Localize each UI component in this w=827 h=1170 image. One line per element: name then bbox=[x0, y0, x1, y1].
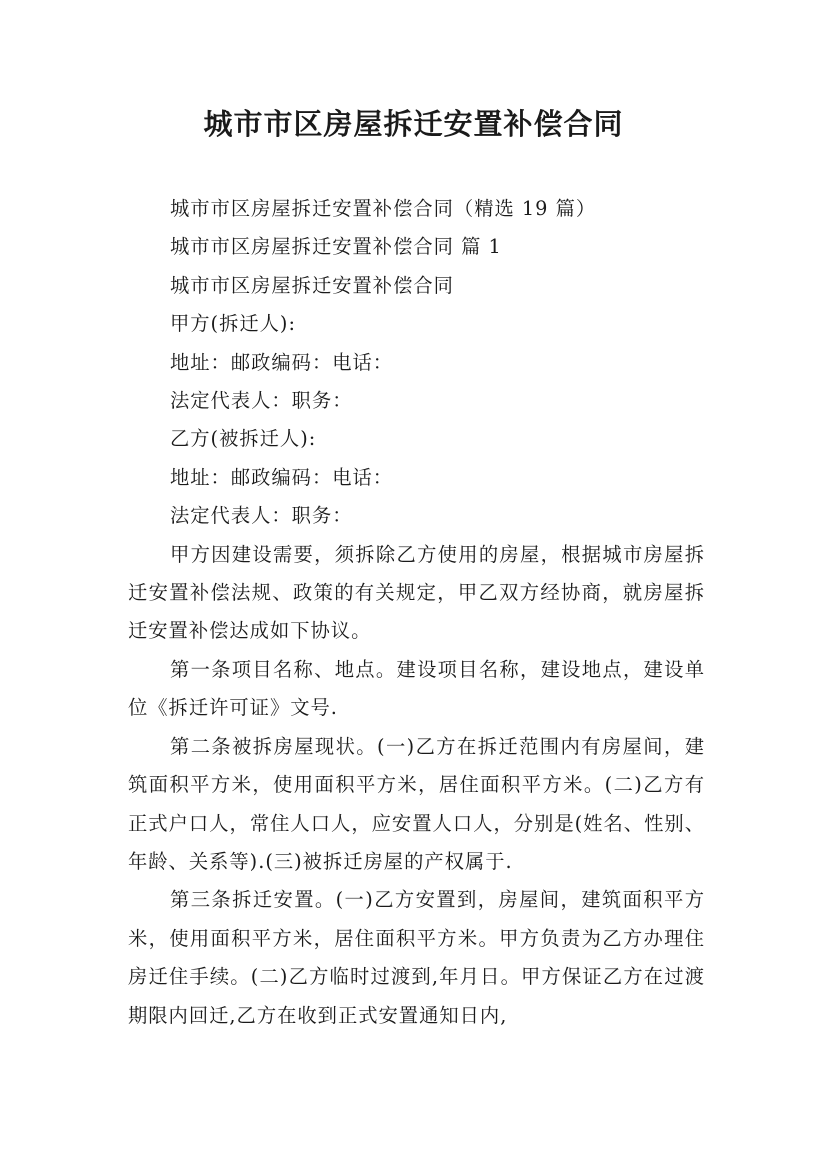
text-line: 城市市区房屋拆迁安置补偿合同（精选 19 篇） bbox=[170, 197, 597, 220]
body-paragraph: 第三条拆迁安置。(一)乙方安置到，房屋间，建筑面积平方米，使用面积平方米，居住面积平方米。甲方负责为乙方办理住房迁住手续。(二)乙方临时过渡到,年月日。甲方保证乙方在过渡期限内回迁,乙方在收到正式安置通知日内, bbox=[128, 888, 705, 1027]
text-line: 法定代表人：职务： bbox=[170, 389, 353, 413]
document-title: 城市市区房屋拆迁安置补偿合同 bbox=[203, 107, 624, 141]
text-line: 甲方(拆迁人): bbox=[170, 312, 296, 336]
text-line: 城市市区房屋拆迁安置补偿合同 bbox=[170, 273, 454, 297]
text-line: 法定代表人：职务： bbox=[170, 504, 353, 528]
text-line: 城市市区房屋拆迁安置补偿合同 篇 1 bbox=[170, 235, 502, 259]
body-paragraph: 第二条被拆房屋现状。(一)乙方在拆迁范围内有房屋间，建筑面积平方米，使用面积平方米，居住面积平方米。(二)乙方有正式户口人，常住人口人，应安置人口人，分别是(姓名、性别、年龄、关系等).(三)被拆迁房屋的产权属于. bbox=[128, 734, 705, 873]
body-paragraph: 甲方因建设需要，须拆除乙方使用的房屋，根据城市房屋拆迁安置补偿法规、政策的有关规定，甲乙双方经协商，就房屋拆迁安置补偿达成如下协议。 bbox=[128, 542, 705, 643]
body-paragraph: 第一条项目名称、地点。建设项目名称，建设地点，建设单位《拆迁许可证》文号. bbox=[128, 657, 705, 720]
text-line: 地址：邮政编码：电话： bbox=[170, 465, 394, 489]
text-line: 乙方(被拆迁人): bbox=[170, 427, 317, 451]
document-body bbox=[128, 190, 705, 1035]
text-line: 地址：邮政编码：电话： bbox=[170, 350, 394, 374]
